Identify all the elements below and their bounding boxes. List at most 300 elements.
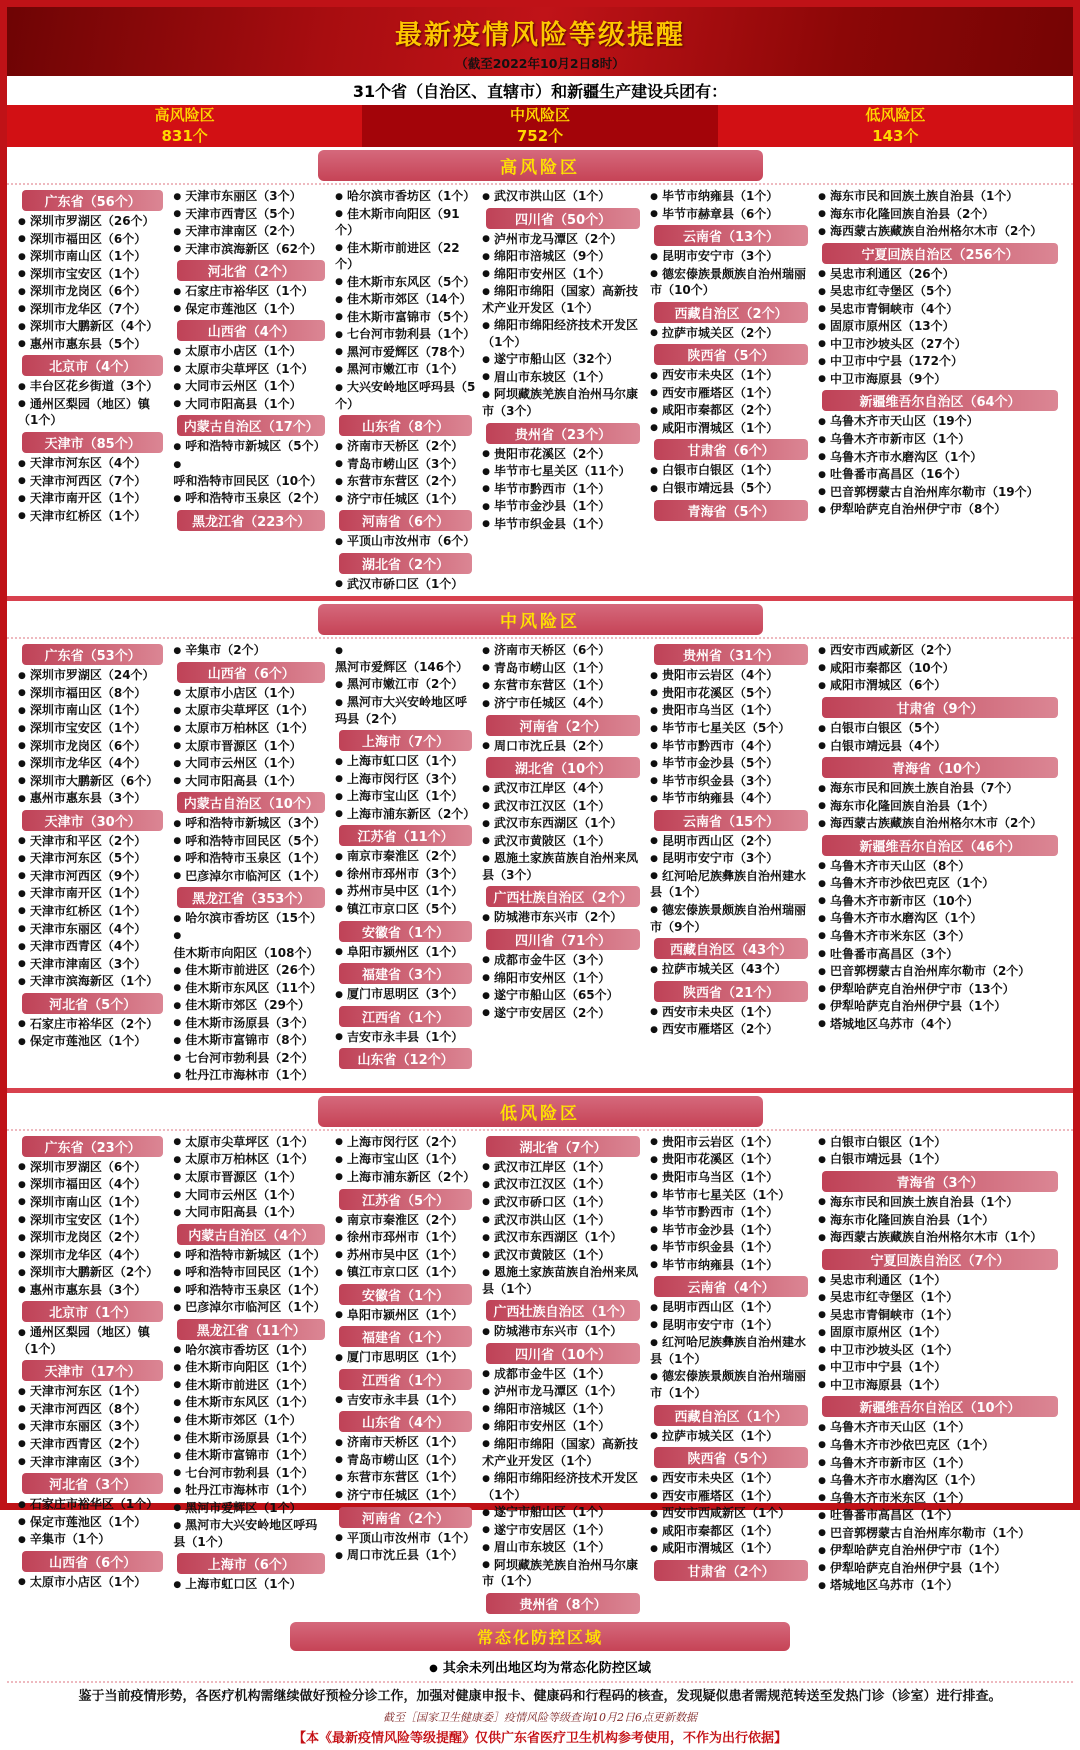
stat-count: 752个 — [516, 127, 564, 145]
province-header: 黑龙江省（223个） — [177, 510, 325, 531]
area-item: ● 阿坝藏族羌族自治州马尔康市（1个） — [482, 1557, 644, 1590]
area-item: ● 南京市秦淮区（2个） — [335, 848, 476, 865]
area-item: ● 天津市津南区（2个） — [173, 223, 329, 240]
area-item: ● 佳木斯市向阳区（108个） — [173, 928, 329, 961]
column — [15, 187, 170, 525]
area-item: ● 遂宁市安居区（1个） — [482, 1522, 644, 1539]
section-columns-high-risk — [7, 183, 1073, 596]
area-item: ● 保定市莲池区（1个） — [18, 1514, 167, 1531]
area-item: ● 泸州市龙马潭区（2个） — [482, 231, 644, 248]
area-item: ● 中卫市沙坡头区（1个） — [818, 1342, 1062, 1359]
area-item: ● 毕节市七星关区（5个） — [650, 720, 812, 737]
area-item: ● 塔城地区乌苏市（1个） — [818, 1577, 1062, 1594]
province-header: 福建省（3个） — [339, 963, 472, 984]
column — [647, 1133, 815, 1583]
footer-source: 截至［国家卫生健康委］疫情风险等级查询10月2日6点更新数据 — [383, 1711, 697, 1725]
area-item: ● 大兴安岭地区呼玛县（5个） — [335, 379, 476, 412]
column — [170, 1133, 332, 1594]
area-item: ● 周口市沈丘县（2个） — [482, 738, 644, 755]
area-item: ● 天津市津南区（3个） — [18, 956, 167, 973]
area-item: ● 武汉市洪山区（1个） — [482, 188, 644, 205]
area-item: ● 保定市莲池区（1个） — [173, 301, 329, 318]
area-item: ● 乌鲁木齐市新市区（1个） — [818, 431, 1062, 448]
area-item: ● 佳木斯市汤原县（1个） — [173, 1430, 329, 1447]
area-item: ● 天津市南开区（1个） — [18, 490, 167, 507]
area-item: ● 乌鲁木齐市天山区（1个） — [818, 1419, 1062, 1436]
stat-label: 高风险区 — [154, 106, 215, 124]
province-header: 河南省（2个） — [486, 715, 640, 736]
area-item: ● 惠州市惠东县（5个） — [18, 336, 167, 353]
area-item: ● 深圳市龙华区（7个） — [18, 301, 167, 318]
area-item: ● 黑河市爱辉区（146个） — [335, 642, 476, 675]
column — [479, 641, 647, 1022]
area-item: ● 中卫市中宁县（1个） — [818, 1359, 1062, 1376]
area-item: ● 太原市尖草坪区（1个） — [173, 1134, 329, 1151]
area-item: ● 天津市南开区（1个） — [18, 885, 167, 902]
area-item: ● 毕节市纳雍县（4个） — [650, 790, 812, 807]
area-item: ● 太原市小店区（1个） — [18, 1574, 167, 1591]
province-header: 河南省（2个） — [339, 1507, 472, 1528]
area-item: ● 佳木斯市东风区（5个） — [335, 274, 476, 291]
province-header: 陕西省（5个） — [654, 1447, 808, 1468]
area-item: ● 毕节市织金县（3个） — [650, 773, 812, 790]
province-header: 四川省（50个） — [486, 208, 640, 229]
area-item: ● 大同市阳高县（1个） — [173, 1204, 329, 1221]
area-item: ● 太原市万柏林区（1个） — [173, 720, 329, 737]
area-item: ● 厦门市思明区（3个） — [335, 986, 476, 1003]
area-item: ● 西安市雁塔区（1个） — [650, 385, 812, 402]
area-item: ● 深圳市罗湖区（6个） — [18, 1159, 167, 1176]
province-header: 江苏省（11个） — [339, 825, 472, 846]
area-item: ● 深圳市南山区（1个） — [18, 702, 167, 719]
section-band-high-risk — [7, 147, 1073, 183]
area-item: ● 呼和浩特市新城区（1个） — [173, 1247, 329, 1264]
province-header: 山东省（8个） — [339, 415, 472, 436]
area-item: ● 天津市河西区（9个） — [18, 868, 167, 885]
area-item: ● 七台河市勃利县（1个） — [173, 1465, 329, 1482]
area-item: ● 镇江市京口区（1个） — [335, 1264, 476, 1281]
section-title-low-risk: 低风险区 — [318, 1096, 763, 1127]
area-item: ● 石家庄市裕华区（1个） — [18, 1496, 167, 1513]
area-item: ● 上海市浦东新区（2个） — [335, 806, 476, 823]
province-header: 江西省（1个） — [339, 1369, 472, 1390]
area-item: ● 上海市浦东新区（2个） — [335, 1169, 476, 1186]
column — [479, 187, 647, 533]
area-item: ● 拉萨市城关区（2个） — [650, 325, 812, 342]
area-item: ● 白银市靖远县（1个） — [818, 1151, 1062, 1168]
area-item: ● 海东市民和回族土族自治县（1个） — [818, 188, 1062, 205]
province-header: 宁夏回族自治区（7个） — [822, 1249, 1058, 1270]
province-header: 西藏自治区（43个） — [654, 938, 808, 959]
area-item: ● 太原市晋源区（1个） — [173, 738, 329, 755]
area-item: ● 贵阳市云岩区（4个） — [650, 667, 812, 684]
area-item: ● 佳木斯市向阳区（1个） — [173, 1359, 329, 1376]
area-item: ● 佳木斯市郊区（14个） — [335, 291, 476, 308]
area-item: ● 石家庄市裕华区（2个） — [18, 1016, 167, 1033]
area-item: ● 吉安市永丰县（1个） — [335, 1029, 476, 1046]
area-item: ● 乌鲁木齐市天山区（19个） — [818, 413, 1062, 430]
area-item: ● 伊犁哈萨克自治州伊宁县（1个） — [818, 998, 1062, 1015]
province-header: 云南省（4个） — [654, 1276, 808, 1297]
area-item: ● 太原市晋源区（1个） — [173, 1169, 329, 1186]
area-item: ● 保定市莲池区（1个） — [18, 1033, 167, 1050]
area-item: ● 贵阳市乌当区（1个） — [650, 1169, 812, 1186]
area-item: ● 毕节市织金县（1个） — [650, 1239, 812, 1256]
area-item: ● 厦门市思明区（1个） — [335, 1349, 476, 1366]
area-item: ● 牡丹江市海林市（1个） — [173, 1067, 329, 1084]
area-item: ● 深圳市龙华区（4个） — [18, 755, 167, 772]
area-item: ● 绵阳市绵阳经济技术开发区（1个） — [482, 317, 644, 350]
area-item: ● 西安市西咸新区（2个） — [818, 642, 1062, 659]
province-header: 河北省（2个） — [177, 260, 325, 281]
area-item: ● 天津市东丽区（3个） — [18, 1418, 167, 1435]
area-item: ● 深圳市宝安区（1个） — [18, 720, 167, 737]
area-item: ● 上海市闵行区（2个） — [335, 1134, 476, 1151]
area-item: ● 海西蒙古族藏族自治州格尔木市（2个） — [818, 815, 1062, 832]
area-item: ● 武汉市东西湖区（1个） — [482, 1229, 644, 1246]
area-item: ● 天津市红桥区（1个） — [18, 903, 167, 920]
area-item: ● 深圳市龙岗区（2个） — [18, 1229, 167, 1246]
area-item: ● 绵阳市安州区（1个） — [482, 266, 644, 283]
province-header: 河南省（6个） — [339, 510, 472, 531]
area-item: ● 东营市东营区（1个） — [335, 1469, 476, 1486]
column — [479, 1133, 647, 1616]
section-band-low-risk — [7, 1093, 1073, 1129]
normalized-note: ● 其余未列出地区均为常态化防控区域 — [7, 1653, 1073, 1681]
province-header: 湖北省（2个） — [339, 553, 472, 574]
province-header: 北京市（4个） — [22, 355, 163, 376]
area-item: ● 中卫市中宁县（172个） — [818, 353, 1062, 370]
area-item: ● 呼和浩特市新城区（3个） — [173, 815, 329, 832]
area-item: ● 天津市东丽区（4个） — [18, 921, 167, 938]
area-item: ● 苏州市吴中区（1个） — [335, 883, 476, 900]
area-item: ● 毕节市黔西市（4个） — [650, 738, 812, 755]
area-item: ● 遂宁市安居区（2个） — [482, 1005, 644, 1022]
area-item: ● 东营市东营区（2个） — [335, 473, 476, 490]
area-item: ● 咸阳市渭城区（1个） — [650, 420, 812, 437]
area-item: ● 毕节市织金县（1个） — [482, 516, 644, 533]
area-item: ● 济宁市任城区（1个） — [335, 491, 476, 508]
area-item: ● 平顶山市汝州市（1个） — [335, 1530, 476, 1547]
area-item: ● 海东市民和回族土族自治县（1个） — [818, 1194, 1062, 1211]
area-item: ● 上海市宝山区（1个） — [335, 1151, 476, 1168]
area-item: ● 深圳市宝安区（1个） — [18, 266, 167, 283]
area-item: ● 天津市东丽区（3个） — [173, 188, 329, 205]
area-item: ● 吴忠市红寺堡区（5个） — [818, 283, 1062, 300]
area-item: ● 七台河市勃利县（2个） — [173, 1050, 329, 1067]
province-header: 贵州省（23个） — [486, 423, 640, 444]
area-item: ● 佳木斯市郊区（1个） — [173, 1412, 329, 1429]
area-item: ● 天津市西青区（5个） — [173, 206, 329, 223]
area-item: ● 天津市津南区（3个） — [18, 1454, 167, 1471]
province-header: 黑龙江省（11个） — [177, 1319, 325, 1340]
area-item: ● 南京市秦淮区（2个） — [335, 1212, 476, 1229]
area-item: ● 泸州市龙马潭区（1个） — [482, 1383, 644, 1400]
province-header: 青海省（10个） — [822, 757, 1058, 778]
area-item: ● 吐鲁番市高昌区（16个） — [818, 466, 1062, 483]
area-item: ● 固原市原州区（1个） — [818, 1324, 1062, 1341]
area-item: ● 深圳市罗湖区（26个） — [18, 213, 167, 230]
column — [332, 641, 479, 1071]
column — [170, 187, 332, 533]
column — [15, 1133, 170, 1591]
section-title-normalized: 常态化防控区域 — [290, 1622, 790, 1651]
footer-disclaimer: 【本《最新疫情风险等级提醒》仅供广东省医疗卫生机构参考使用，不作为出行依据】 — [292, 1731, 787, 1747]
province-header: 新疆维吾尔自治区（46个） — [822, 835, 1058, 856]
province-header: 山西省（4个） — [177, 320, 325, 341]
area-item: ● 西安市未央区（1个） — [650, 1470, 812, 1487]
area-item: ● 眉山市东坡区（1个） — [482, 1539, 644, 1556]
area-item: ● 惠州市惠东县（3个） — [18, 1282, 167, 1299]
area-item: ● 天津市西青区（2个） — [18, 1436, 167, 1453]
area-item: ● 贵阳市花溪区（2个） — [482, 446, 644, 463]
area-item: ● 吴忠市利通区（26个） — [818, 266, 1062, 283]
area-item: ● 佳木斯市前进区（22个） — [335, 240, 476, 273]
area-item: ● 济南市天桥区（1个） — [335, 1434, 476, 1451]
area-item: ● 武汉市东西湖区（1个） — [482, 815, 644, 832]
area-item: ● 佳木斯市向阳区（91个） — [335, 206, 476, 239]
stat-count: 143个 — [872, 127, 919, 145]
area-item: ● 武汉市江汉区（1个） — [482, 1176, 644, 1193]
area-item: ● 德宏傣族景颇族自治州瑞丽市（1个） — [650, 1368, 812, 1401]
province-header: 青海省（3个） — [822, 1171, 1058, 1192]
column — [332, 1133, 479, 1565]
area-item: ● 乌鲁木齐市沙依巴克区（1个） — [818, 1437, 1062, 1454]
stats-bar — [7, 105, 1073, 147]
column — [815, 1133, 1065, 1595]
area-item: ● 毕节市七星关区（11个） — [482, 463, 644, 480]
area-item: ● 毕节市金沙县（1个） — [650, 1222, 812, 1239]
area-item: ● 绵阳市涪城区（9个） — [482, 248, 644, 265]
area-item: ● 佳木斯市前进区（1个） — [173, 1377, 329, 1394]
area-item: ● 巴音郭楞蒙古自治州库尔勒市（19个） — [818, 484, 1062, 501]
province-header: 天津市（85个） — [22, 432, 163, 453]
area-item: ● 乌鲁木齐市新市区（10个） — [818, 893, 1062, 910]
area-item: ● 巴音郭楞蒙古自治州库尔勒市（2个） — [818, 963, 1062, 980]
province-header: 山东省（12个） — [339, 1048, 472, 1069]
area-item: ● 呼和浩特市玉泉区（2个） — [173, 490, 329, 507]
area-item: ● 巴彦淖尔市临河区（1个） — [173, 1299, 329, 1316]
area-item: ● 佳木斯市东风区（11个） — [173, 980, 329, 997]
area-item: ● 济宁市任城区（1个） — [335, 1487, 476, 1504]
area-item: ● 伊犁哈萨克自治州伊宁市（13个） — [818, 981, 1062, 998]
area-item: ● 周口市沈丘县（1个） — [335, 1547, 476, 1564]
area-item: ● 天津市西青区（4个） — [18, 938, 167, 955]
province-header: 广西壮族自治区（1个） — [486, 1300, 640, 1321]
province-header: 湖北省（7个） — [486, 1136, 640, 1157]
area-item: ● 上海市虹口区（1个） — [335, 753, 476, 770]
area-item: ● 通州区梨园（地区）镇（1个） — [18, 1324, 167, 1357]
column — [647, 187, 815, 523]
area-item: ● 七台河市勃利县（1个） — [335, 326, 476, 343]
province-header: 西藏自治区（2个） — [654, 302, 808, 323]
area-item: ● 上海市宝山区（1个） — [335, 788, 476, 805]
province-header: 北京市（1个） — [22, 1301, 163, 1322]
area-item: ● 巴音郭楞蒙古自治州库尔勒市（1个） — [818, 1525, 1062, 1542]
area-item: ● 吴忠市利通区（1个） — [818, 1272, 1062, 1289]
area-item: ● 上海市虹口区（1个） — [173, 1576, 329, 1593]
province-header: 内蒙古自治区（10个） — [177, 792, 325, 813]
stat-medium-risk — [362, 105, 717, 147]
section-columns-low-risk — [7, 1129, 1073, 1619]
stat-count: 831个 — [161, 127, 208, 145]
area-item: ● 塔城地区乌苏市（4个） — [818, 1016, 1062, 1033]
province-header: 贵州省（31个） — [654, 644, 808, 665]
province-header: 河北省（3个） — [22, 1473, 163, 1494]
area-item: ● 巴彦淖尔市临河区（1个） — [173, 868, 329, 885]
column — [815, 641, 1065, 1033]
area-item: ● 呼和浩特市回民区（1个） — [173, 1264, 329, 1281]
province-header: 甘肃省（9个） — [822, 697, 1058, 718]
area-item: ● 昆明市安宁市（3个） — [650, 248, 812, 265]
area-item: ● 深圳市宝安区（1个） — [18, 1212, 167, 1229]
column — [15, 641, 170, 1050]
section-title-high-risk: 高风险区 — [318, 150, 763, 181]
area-item: ● 大同市阳高县（1个） — [173, 396, 329, 413]
province-header: 内蒙古自治区（17个） — [177, 415, 325, 436]
area-item: ● 海东市化隆回族自治县（1个） — [818, 798, 1062, 815]
area-item: ● 太原市尖草坪区（1个） — [173, 702, 329, 719]
area-item: ● 遂宁市船山区（1个） — [482, 1504, 644, 1521]
area-item: ● 绵阳市安州区（1个） — [482, 1418, 644, 1435]
column — [815, 187, 1065, 519]
area-item: ● 徐州市邳州市（3个） — [335, 866, 476, 883]
area-item: ● 伊犁哈萨克自治州伊宁县（1个） — [818, 1560, 1062, 1577]
area-item: ● 丰台区花乡街道（3个） — [18, 378, 167, 395]
province-header: 湖北省（10个） — [486, 757, 640, 778]
province-header: 天津市（30个） — [22, 810, 163, 831]
area-item: ● 苏州市吴中区（1个） — [335, 1247, 476, 1264]
area-item: ● 毕节市七星关区（1个） — [650, 1187, 812, 1204]
area-item: ● 平顶山市汝州市（6个） — [335, 533, 476, 550]
area-item: ● 济南市天桥区（2个） — [335, 438, 476, 455]
area-item: ● 呼和浩特市新城区（5个） — [173, 438, 329, 455]
province-header: 新疆维吾尔自治区（64个） — [822, 390, 1058, 411]
banner — [7, 7, 1073, 76]
area-item: ● 黑河市嫩江市（1个） — [335, 361, 476, 378]
area-item: ● 太原市尖草坪区（1个） — [173, 361, 329, 378]
area-item: ● 昆明市西山区（1个） — [650, 1299, 812, 1316]
area-item: ● 海东市化隆回族自治县（1个） — [818, 1212, 1062, 1229]
province-header: 甘肃省（6个） — [654, 439, 808, 460]
area-item: ● 上海市闵行区（3个） — [335, 771, 476, 788]
area-item: ● 大同市云州区（1个） — [173, 755, 329, 772]
area-item: ● 吐鲁番市高昌区（1个） — [818, 1507, 1062, 1524]
stat-low-risk — [718, 105, 1073, 147]
area-item: ● 佳木斯市富锦市（1个） — [173, 1447, 329, 1464]
section-band-medium-risk — [7, 601, 1073, 637]
province-header: 青海省（5个） — [654, 500, 808, 521]
area-item: ● 大同市云州区（1个） — [173, 378, 329, 395]
province-header: 甘肃省（2个） — [654, 1560, 808, 1581]
footer — [7, 1681, 1073, 1750]
stat-high-risk — [7, 105, 362, 147]
area-item: ● 毕节市赫章县（6个） — [650, 206, 812, 223]
area-item: ● 遂宁市船山区（65个） — [482, 987, 644, 1004]
area-item: ● 恩施土家族苗族自治州来凤县（1个） — [482, 1264, 644, 1297]
area-item: ● 咸阳市渭城区（6个） — [818, 677, 1062, 694]
area-item: ● 呼和浩特市玉泉区（1个） — [173, 1282, 329, 1299]
province-header: 山东省（4个） — [339, 1411, 472, 1432]
area-item: ● 咸阳市秦都区（1个） — [650, 1523, 812, 1540]
area-item: ● 天津市红桥区（1个） — [18, 508, 167, 525]
area-item: ● 深圳市福田区（8个） — [18, 685, 167, 702]
area-item: ● 辛集市（2个） — [173, 642, 329, 659]
area-item: ● 中卫市海原县（9个） — [818, 371, 1062, 388]
area-item: ● 绵阳市绵阳经济技术开发区（1个） — [482, 1470, 644, 1503]
area-item: ● 西安市未央区（1个） — [650, 1004, 812, 1021]
area-item: ● 佳木斯市富锦市（5个） — [335, 309, 476, 326]
area-item: ● 毕节市纳雍县（1个） — [650, 1257, 812, 1274]
area-item: ● 青岛市崂山区（3个） — [335, 456, 476, 473]
province-header: 广东省（23个） — [22, 1136, 163, 1157]
stat-label: 中风险区 — [509, 106, 570, 124]
area-item: ● 呼和浩特市回民区（10个） — [173, 456, 329, 489]
page-title: 最新疫情风险等级提醒 — [395, 20, 685, 51]
province-header: 天津市（17个） — [22, 1360, 163, 1381]
column — [170, 641, 332, 1084]
area-item: ● 天津市河东区（4个） — [18, 455, 167, 472]
area-item: ● 海西蒙古族藏族自治州格尔木市（1个） — [818, 1229, 1062, 1246]
area-item: ● 青岛市崂山区（1个） — [482, 660, 644, 677]
province-header: 广东省（53个） — [22, 644, 163, 665]
area-item: ● 西安市雁塔区（1个） — [650, 1488, 812, 1505]
area-item: ● 武汉市硚口区（1个） — [482, 1194, 644, 1211]
area-item: ● 呼和浩特市玉泉区（1个） — [173, 850, 329, 867]
area-item: ● 深圳市福田区（4个） — [18, 1176, 167, 1193]
province-header: 四川省（10个） — [486, 1343, 640, 1364]
area-item: ● 哈尔滨市香坊区（1个） — [173, 1342, 329, 1359]
province-header: 广东省（56个） — [22, 190, 163, 211]
area-item: ● 深圳市大鹏新区（6个） — [18, 773, 167, 790]
province-header: 江苏省（5个） — [339, 1189, 472, 1210]
area-item: ● 咸阳市秦都区（10个） — [818, 660, 1062, 677]
area-item: ● 大同市阳高县（1个） — [173, 773, 329, 790]
area-item: ● 白银市靖远县（4个） — [818, 738, 1062, 755]
area-item: ● 毕节市黔西市（1个） — [650, 1204, 812, 1221]
area-item: ● 武汉市黄陂区（1个） — [482, 1247, 644, 1264]
area-item: ● 乌鲁木齐市米东区（3个） — [818, 928, 1062, 945]
province-header: 黑龙江省（353个） — [177, 887, 325, 908]
province-header: 山西省（6个） — [177, 662, 325, 683]
province-header: 安徽省（1个） — [339, 921, 472, 942]
area-item: ● 东营市东营区（1个） — [482, 677, 644, 694]
area-item: ● 防城港市东兴市（1个） — [482, 1323, 644, 1340]
area-item: ● 乌鲁木齐市水磨沟区（1个） — [818, 910, 1062, 927]
province-header: 内蒙古自治区（4个） — [177, 1224, 325, 1245]
area-item: ● 黑河市爱辉区（1个） — [173, 1500, 329, 1517]
area-item: ● 海西蒙古族藏族自治州格尔木市（2个） — [818, 223, 1062, 240]
area-item: ● 天津市和平区（2个） — [18, 833, 167, 850]
sections-container — [7, 147, 1073, 1619]
area-item: ● 武汉市江岸区（1个） — [482, 1159, 644, 1176]
area-item: ● 武汉市洪山区（1个） — [482, 1212, 644, 1229]
area-item: ● 乌鲁木齐市天山区（8个） — [818, 858, 1062, 875]
area-item: ● 佳木斯市郊区（29个） — [173, 997, 329, 1014]
area-item: ● 武汉市江岸区（4个） — [482, 780, 644, 797]
province-header: 四川省（71个） — [486, 929, 640, 950]
area-item: ● 大同市云州区（1个） — [173, 1187, 329, 1204]
area-item: ● 拉萨市城关区（43个） — [650, 961, 812, 978]
area-item: ● 绵阳市绵阳（国家）高新技术产业开发区（1个） — [482, 1436, 644, 1469]
area-item: ● 拉萨市城关区（1个） — [650, 1428, 812, 1445]
area-item: ● 白银市白银区（1个） — [818, 1134, 1062, 1151]
area-item: ● 深圳市龙华区（4个） — [18, 1247, 167, 1264]
province-header: 陕西省（5个） — [654, 344, 808, 365]
area-item: ● 阜阳市颍州区（1个） — [335, 1307, 476, 1324]
province-header: 上海市（7个） — [339, 730, 472, 751]
area-item: ● 深圳市龙岗区（6个） — [18, 738, 167, 755]
